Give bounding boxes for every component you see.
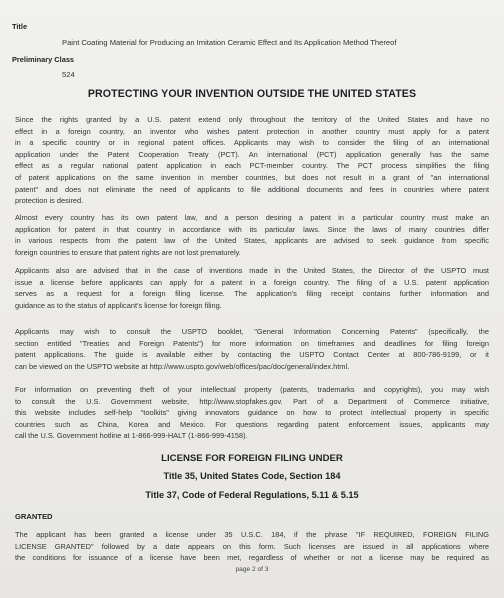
license-subheading-regulation: Title 37, Code of Federal Regulations, 5.11 & 5.15 — [145, 490, 359, 500]
license-subheading-statute: Title 35, United States Code, Section 184 — [163, 471, 341, 481]
paragraph-2 — [15, 212, 489, 258]
granted-paragraph — [15, 529, 489, 564]
paragraph-line: in various respects from the patent law of the United States, applicants are advised to seek guidance from specific — [15, 236, 489, 246]
title-label: Title — [12, 22, 28, 31]
paragraph-line: patent" and does not eliminate the need of applicants to file additional documents and fees in countries where patent — [15, 184, 489, 194]
paragraph-line: application under the Patent Cooperation Treaty (PCT). An international (PCT) application generally has the same — [15, 149, 489, 159]
paragraph-line: effect as a regular national patent application in each PCT-member country. The PCT process simplifies the filing — [15, 161, 489, 171]
paragraph-line: guidance as to the status of applicant's license for foreign filing. — [15, 300, 222, 310]
preliminary-class-label: Preliminary Class — [12, 55, 75, 64]
paragraph-line: serves as a request for a foreign filing license. The application's filing receipt contains further information and — [15, 289, 489, 299]
paragraph-line: countries such as China, Korea and Mexico. For questions regarding patent enforcement issues, applicants may — [15, 419, 489, 429]
paragraph-line: section entitled "Treaties and Foreign Patents") for more information on timeframes and deadlines for filing foreign — [15, 338, 489, 348]
paragraph-line: For information on preventing theft of your intellectual property (patents, trademarks and copyrights), you may wish — [15, 385, 489, 394]
paragraph-4 — [15, 326, 489, 372]
preliminary-class-value: 524 — [62, 70, 75, 79]
paragraph-line: Since the rights granted by a U.S. patent extend only throughout the territory of the United States and have no — [15, 115, 489, 124]
paragraph-5 — [15, 384, 489, 442]
paragraph-line: Applicants also are advised that in the case of inventions made in the United States, the Director of the USPTO must — [15, 266, 489, 275]
paragraph-line: Almost every country has its own patent law, and a person desiring a patent in a particular country must make an — [15, 213, 489, 222]
paragraph-line: LICENSE GRANTED" followed by a date appears on this form. Such licenses are issued in all applications where — [15, 541, 489, 551]
paragraph-line: in a specific country or in regional patent offices. Applicants may wish to consider the filing of an international — [15, 138, 489, 148]
paragraph-line: application for patent in that country in accordance with its particular laws. Since the laws of many countries differ — [15, 224, 489, 234]
granted-label: GRANTED — [15, 512, 53, 521]
section-heading: PROTECTING YOUR INVENTION OUTSIDE THE UNITED STATES — [87, 88, 417, 100]
paragraph-line: to consult the U.S. Government website, http://www.stopfakes.gov. Part of a Department of Commerce initiative, — [15, 396, 489, 406]
paragraph-line: Applicants may wish to consult the USPTO booklet, "General Information Concerning Patents" (specifically, the — [15, 327, 489, 336]
paragraph-line: protection is desired. — [15, 196, 84, 206]
paragraph-line: the conditions for issuance of a license have been met, regardless of whether or not a license may be required as — [15, 553, 489, 563]
paragraph-line: effect in a foreign country, an inventor who wishes patent protection in another country must apply for a patent — [15, 126, 489, 136]
title-value: Paint Coating Material for Producing an Imitation Ceramic Effect and Its Application Method Thereof — [62, 38, 397, 47]
paragraph-line: The applicant has been granted a license under 35 U.S.C. 184, if the phrase "IF REQUIRED, FOREIGN FILING — [15, 530, 489, 539]
license-heading: LICENSE FOR FOREIGN FILING UNDER — [161, 453, 343, 464]
paragraph-line: this website includes self-help "toolkits" giving innovators guidance on how to protect intellectual property in specific — [15, 408, 489, 418]
paragraph-line: issue a license before applicants can apply for a patent in a foreign country. The filing of a U.S. patent application — [15, 277, 489, 287]
paragraph-1 — [15, 114, 489, 207]
paragraph-line: foreign countries to ensure that patent rights are not lost prematurely. — [15, 247, 241, 257]
paragraph-line: call the U.S. Government hotline at 1-866-999-HALT (1-866-999-4158). — [15, 431, 248, 441]
paragraph-line: patent applications. The guide is available either by contacting the USPTO Contact Center at 800-786-9199, or it — [15, 350, 489, 360]
paragraph-line: of patent applications on the same invention in member countries, but does not result in a grant of "an international — [15, 172, 489, 182]
paragraph-line: can be viewed on the USPTO website at http://www.uspto.gov/web/offices/pac/doc/general/index.html. — [15, 361, 350, 371]
page-number: page 2 of 3 — [235, 566, 269, 573]
paragraph-3 — [15, 265, 489, 311]
